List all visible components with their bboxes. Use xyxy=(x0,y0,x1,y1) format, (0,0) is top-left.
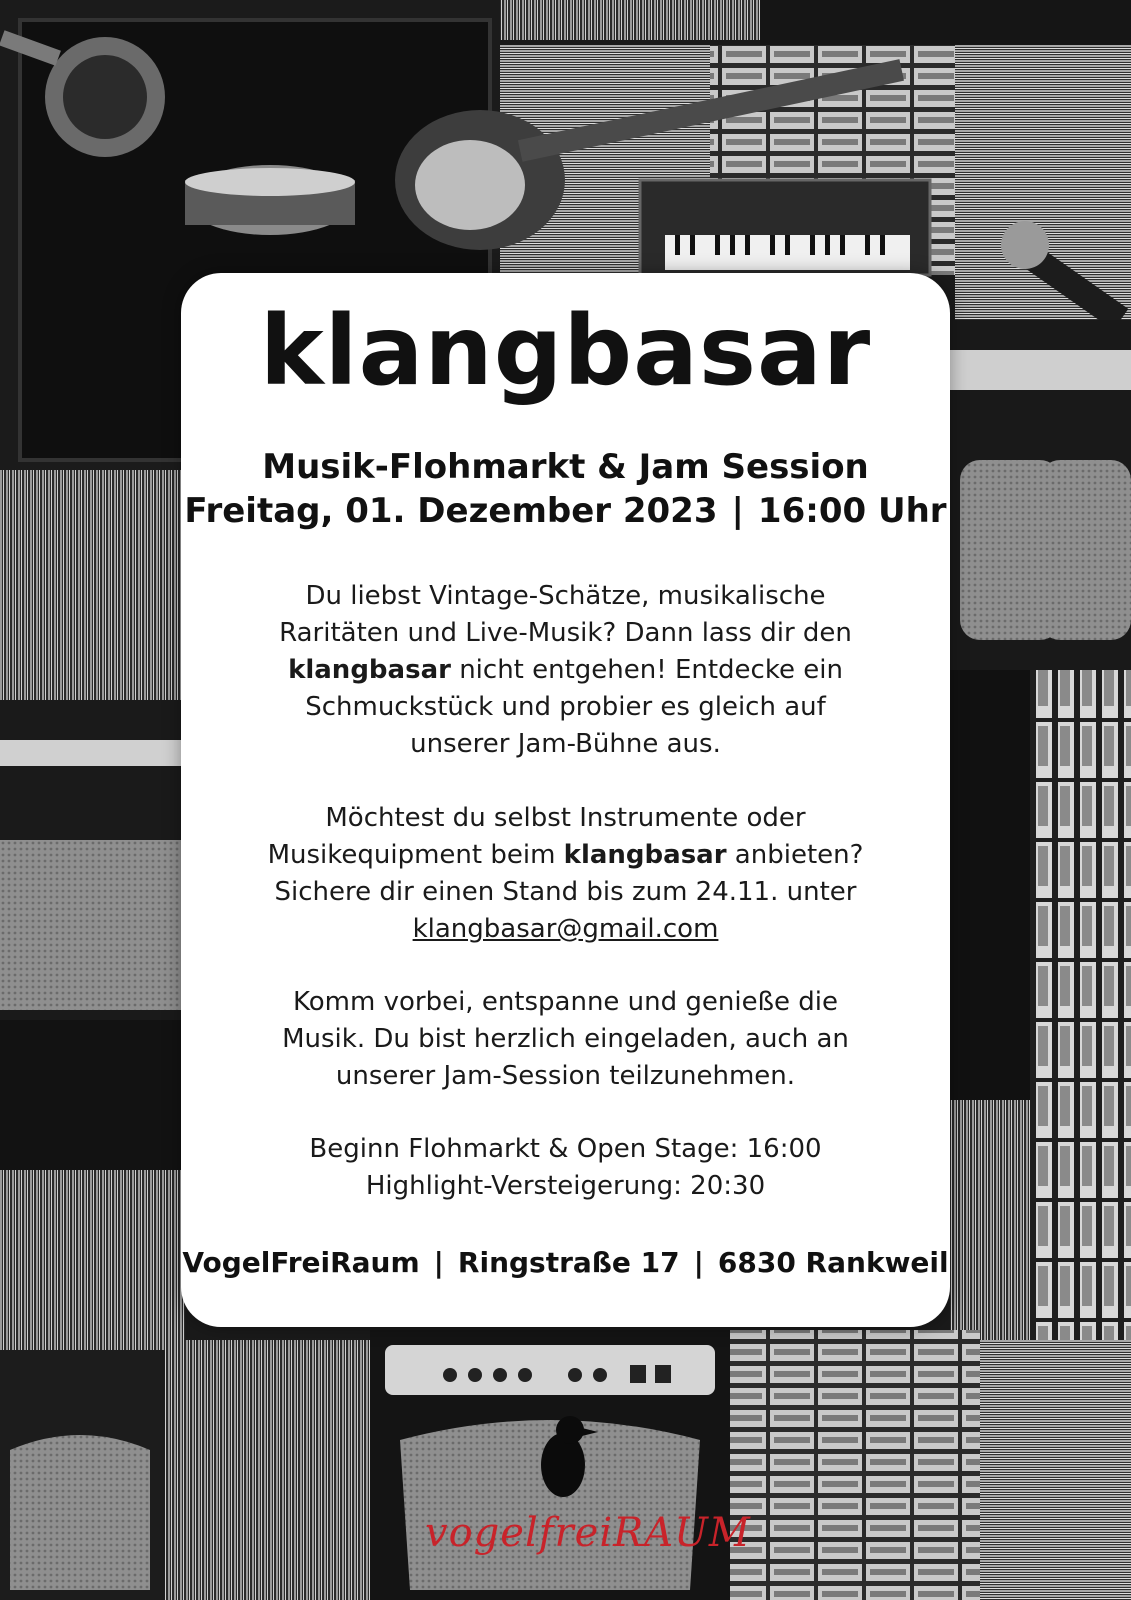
schedule xyxy=(221,1131,910,1205)
intro-line-3-rest: nicht entgehen! Entdecke ein xyxy=(450,655,843,685)
invite-line-1: Komm vorbei, entspanne und genieße die xyxy=(293,987,838,1017)
intro-line-2: Raritäten und Live-Musik? Dann lass dir den xyxy=(279,618,852,648)
event-time: 16:00 Uhr xyxy=(757,491,947,531)
vendor-paragraph xyxy=(221,800,910,948)
vendor-line-1: Möchtest du selbst Instrumente oder xyxy=(325,803,806,833)
separator: | xyxy=(731,491,744,531)
event-datetime xyxy=(181,489,950,533)
invite-line-3: unserer Jam-Session teilzunehmen. xyxy=(335,1061,796,1091)
invite-line-2: Musik. Du bist herzlich eingeladen, auch an xyxy=(282,1024,849,1054)
separator: | xyxy=(693,1246,704,1279)
vendor-line-2-pre: Musikequipment beim xyxy=(267,840,564,870)
event-tagline: Musik-Flohmarkt & Jam Session xyxy=(262,447,869,487)
contact-email-link[interactable]: klangbasar@gmail.com xyxy=(412,914,719,944)
venue-logo-text: vogelfreiRAUM xyxy=(425,1510,751,1556)
info-card xyxy=(181,273,950,1327)
venue-name: VogelFreiRaum xyxy=(182,1246,420,1279)
brand-bold: klangbasar xyxy=(288,655,451,685)
separator: | xyxy=(433,1246,444,1279)
intro-line-3 xyxy=(221,652,910,689)
intro-line-4: Schmuckstück und probier es gleich auf xyxy=(305,692,826,722)
vendor-line-3: Sichere dir einen Stand bis zum 24.11. unter xyxy=(274,877,857,907)
venue-street: Ringstraße 17 xyxy=(457,1246,680,1279)
vendor-line-2-post: anbieten? xyxy=(726,840,864,870)
invite-paragraph xyxy=(221,984,910,1095)
event-title: klangbasar xyxy=(259,295,872,407)
intro-line-5: unserer Jam-Bühne aus. xyxy=(410,729,721,759)
brand-bold: klangbasar xyxy=(563,840,727,870)
venue-city: 6830 Rankweil xyxy=(717,1246,949,1279)
venue-address xyxy=(181,1243,950,1283)
intro-paragraph xyxy=(221,578,910,763)
intro-line-1: Du liebst Vintage-Schätze, musikalische xyxy=(305,581,826,611)
event-subtitle xyxy=(181,445,950,533)
schedule-line-2: Highlight-Versteigerung: 20:30 xyxy=(365,1171,766,1201)
vendor-line-2 xyxy=(221,837,910,874)
schedule-line-1: Beginn Flohmarkt & Open Stage: 16:00 xyxy=(309,1134,822,1164)
event-date: Freitag, 01. Dezember 2023 xyxy=(184,491,718,531)
